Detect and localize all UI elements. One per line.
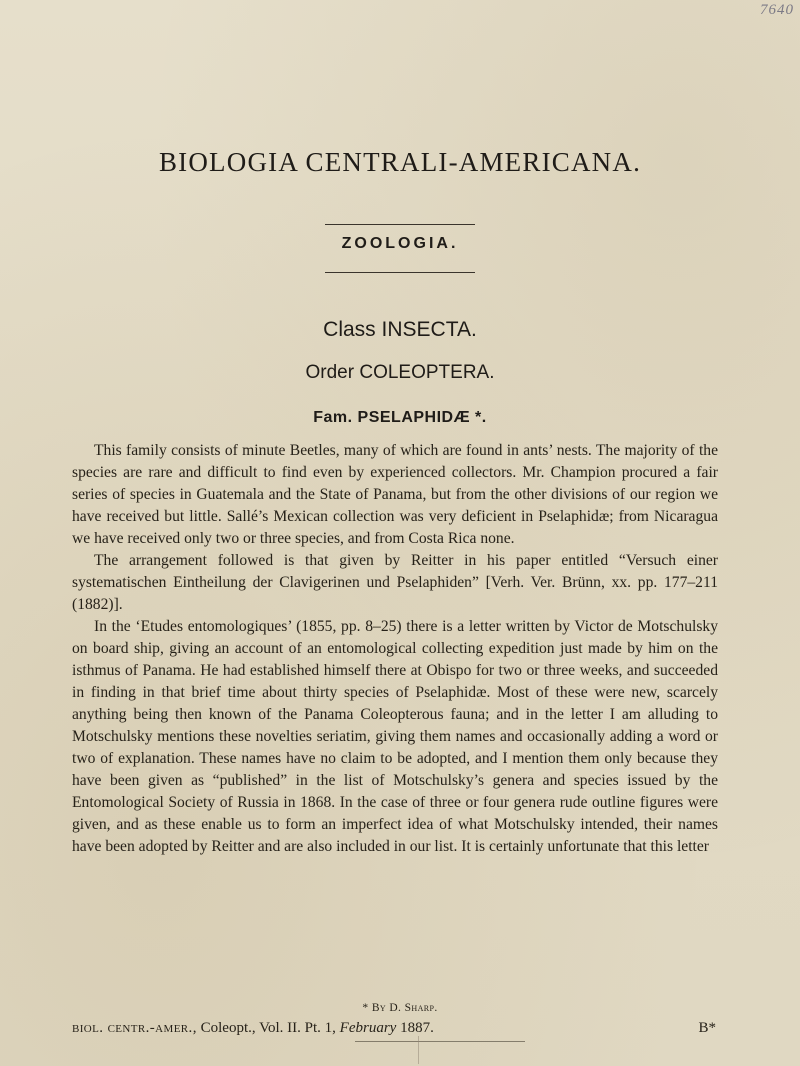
library-mark: 7640 xyxy=(760,2,794,18)
paragraph: The arrangement followed is that given by Reitter in his paper entitled “Versuch einer systematischen Eintheilung der Clavigerinen und Pselaphiden” [Verh. Ver. Brünn, xx. pp. 177–211 (1882)]. xyxy=(72,552,718,613)
paper-mark xyxy=(418,1036,423,1064)
divider xyxy=(325,224,475,225)
family-heading: Fam. PSELAPHIDÆ *. xyxy=(313,409,487,426)
paragraph: In the ‘Etudes entomologiques’ (1855, pp. 8–25) there is a letter written by Victor de Motschulsky on board ship, giving an account of an entomological collecting expedition just made by him on the isthmus of Panama. He had established himself there at Obispo for two or three weeks, and succeeded in finding in that brief time about thirty species of Pselaphidæ. Most of these were new, scarcely anything being then known of the Panama Coleopterous fauna; and in the letter I am alluding to Motschulsky mentions these novelties seriatim, giving them names and occasionally adding a word or two of explanation. These names have no claim to be adopted, and I mention them only because they have been given as “published” in the list of Motschulsky’s genera and species issued by the Entomological Society of Russia in 1868. In the case of three or four genera rude outline figures were given, and as these enable us to form an imperfect idea of what Motschulsky intended, their names have been adopted by Reitter and are also included in our list. It is certainly unfortunate that this letter xyxy=(72,618,718,855)
section-heading: ZOOLOGIA. xyxy=(341,235,459,252)
class-heading: Class INSECTA. xyxy=(323,318,477,341)
footer-year: 1887. xyxy=(400,1020,434,1036)
footer-month: February xyxy=(339,1020,397,1036)
divider xyxy=(325,272,475,273)
footnote: * By D. Sharp. xyxy=(362,1002,438,1014)
page-title: BIOLOGIA CENTRALI-AMERICANA. xyxy=(158,147,642,177)
footer-part: Coleopt., Vol. II. Pt. 1, xyxy=(200,1020,336,1036)
body-text xyxy=(72,440,718,858)
footer-rule xyxy=(355,1041,525,1042)
paragraph: This family consists of minute Beetles, many of which are found in ants’ nests. The majority of the species are rare and difficult to find even by experienced collectors. Mr. Champion procured a fair series of species in Guatemala and the State of Panama, but from the other divisions of our region we have received but little. Sallé’s Mexican collection was very deficient in Pselaphidæ; from Nicaragua we have received only two or three species, and from Costa Rica none. xyxy=(72,442,718,547)
signature-mark: B* xyxy=(698,1020,716,1036)
order-heading: Order COLEOPTERA. xyxy=(305,362,495,383)
page-footer xyxy=(72,1020,718,1037)
footer-series: biol. centr.-amer., xyxy=(72,1020,197,1036)
